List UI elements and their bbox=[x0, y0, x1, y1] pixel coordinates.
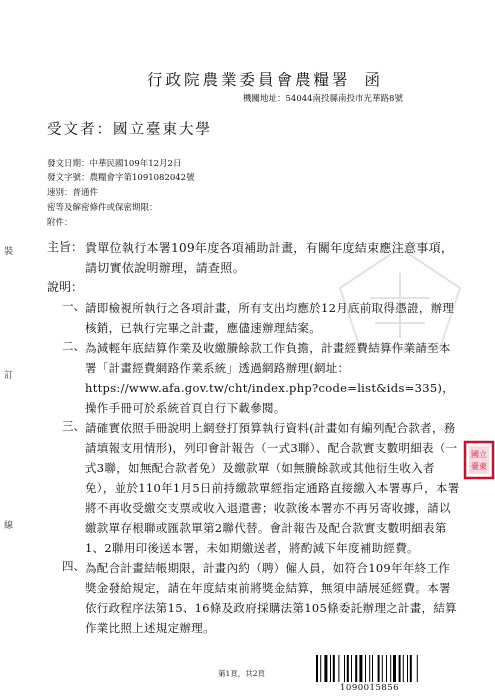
delivery-speed: 速別：普通件 bbox=[47, 188, 99, 198]
explanation-item: 為配合計畫結帳期限，計畫內約（聘）僱人員，如符合109年年終工作獎金發給規定，請在年度結束前將獎金結算，無須申請展延經費。本署依行政程序法第15、16條及政府採購法第105條委託辦理之計畫，結算作業比照上述規定辦理。 bbox=[85, 561, 457, 635]
barcode-bar bbox=[330, 655, 331, 682]
document-title bbox=[147, 68, 383, 90]
barcode-bar bbox=[378, 655, 380, 682]
binding-mark: 裝 bbox=[4, 247, 14, 257]
barcode-bar bbox=[320, 655, 321, 682]
recipient: 受文者：國立臺東大學 bbox=[47, 122, 212, 138]
binding-mark: 線 bbox=[4, 521, 14, 531]
barcode-bar bbox=[393, 655, 396, 682]
item-number: 二、 bbox=[62, 339, 85, 353]
seal-text-line-1: 國立 bbox=[471, 450, 487, 459]
explanation-item: 請確實依照手冊說明上網登打預算執行資料(計畫如有編列配合款者，務請填報支用情形)，列印會計報告（一式3聯）、配合款實支數明細表（一式3聯，如無配合款者免）及繳款單（如無賸餘款或其他衍生收入者免），並於110年1月5日前持繳款單經指定通路直接繳入本署專戶，本署將不再收受繳交支票或收入退還書；收款後本署亦不再另寄收據，請以繳款單存根聯或匯款單第2聯代替。會計報告及配合款實支數明細表第1、2聯用印後送本署，未如期繳送者，將酌減下年度補助經費。 bbox=[85, 421, 460, 555]
barcode-bar bbox=[355, 655, 357, 682]
page-number: 第1頁，共2頁 bbox=[218, 669, 266, 678]
explanation-item: 請即檢視所執行之各項計畫，所有支出均應於12月底前取得憑證，辦理核銷，已執行完畢之計畫，應儘速辦理結案。 bbox=[85, 301, 455, 335]
barcode-bar bbox=[347, 655, 349, 682]
barcode-bar bbox=[316, 655, 318, 682]
barcode-bar bbox=[386, 655, 387, 682]
secrecy-level: 密等及解密條件或保密期限： bbox=[47, 203, 158, 213]
barcode-bar bbox=[390, 655, 391, 682]
barcode-bar bbox=[369, 655, 370, 682]
attachment: 附件： bbox=[47, 218, 73, 228]
barcode-number: 1090015856 bbox=[340, 683, 400, 693]
barcode-bar bbox=[338, 655, 339, 682]
subject-text: 貴單位執行本署109年度各項補助計畫，有關年度結束應注意事項，請切實依說明辦理，請查照。 bbox=[85, 241, 454, 275]
document-number: 發文字號：農糧會字第1091082042號 bbox=[47, 173, 195, 183]
barcode-bar bbox=[372, 655, 373, 682]
barcode-bar bbox=[403, 655, 404, 682]
document-type: 函 bbox=[364, 71, 384, 89]
barcode-bar bbox=[382, 655, 383, 682]
explanation-label: 說明： bbox=[47, 280, 84, 294]
issue-date: 發文日期：中華民國109年12月2日 bbox=[47, 159, 182, 169]
barcode-bar bbox=[333, 655, 335, 682]
barcode-bar bbox=[365, 655, 366, 682]
binding-mark: 訂 bbox=[4, 371, 14, 381]
item-number: 四、 bbox=[62, 559, 85, 573]
seal-stamp bbox=[463, 440, 495, 480]
barcode-bar bbox=[359, 655, 362, 682]
barcode-bar bbox=[410, 655, 412, 682]
barcode-bar bbox=[399, 655, 401, 682]
barcode-bar bbox=[407, 655, 408, 682]
seal-text-line-2: 臺東 bbox=[471, 462, 487, 471]
item-number: 三、 bbox=[62, 419, 85, 433]
barcode-bar bbox=[417, 655, 418, 682]
explanation-item: 為減輕年底結算作業及收繳賸餘款工作負擔，計畫經費結算作業請至本署「計畫經費網路作業系統」透過網路辦理(網址：https://www.afa.gov.tw/cht/index.php?code=list&ids=335)，操作手冊可於系統首頁自行下載參閱。 bbox=[85, 341, 455, 415]
subject-label: 主旨： bbox=[47, 240, 84, 254]
issuing-agency: 行政院農業委員會農糧署 bbox=[147, 71, 351, 89]
barcode-bar bbox=[344, 655, 345, 682]
barcode-bar bbox=[324, 655, 327, 682]
barcode-icon bbox=[315, 655, 445, 682]
barcode-bar bbox=[351, 655, 352, 682]
agency-address: 機關地址：54044南投縣南投市光華路8號 bbox=[243, 94, 403, 104]
item-number: 一、 bbox=[62, 299, 85, 313]
